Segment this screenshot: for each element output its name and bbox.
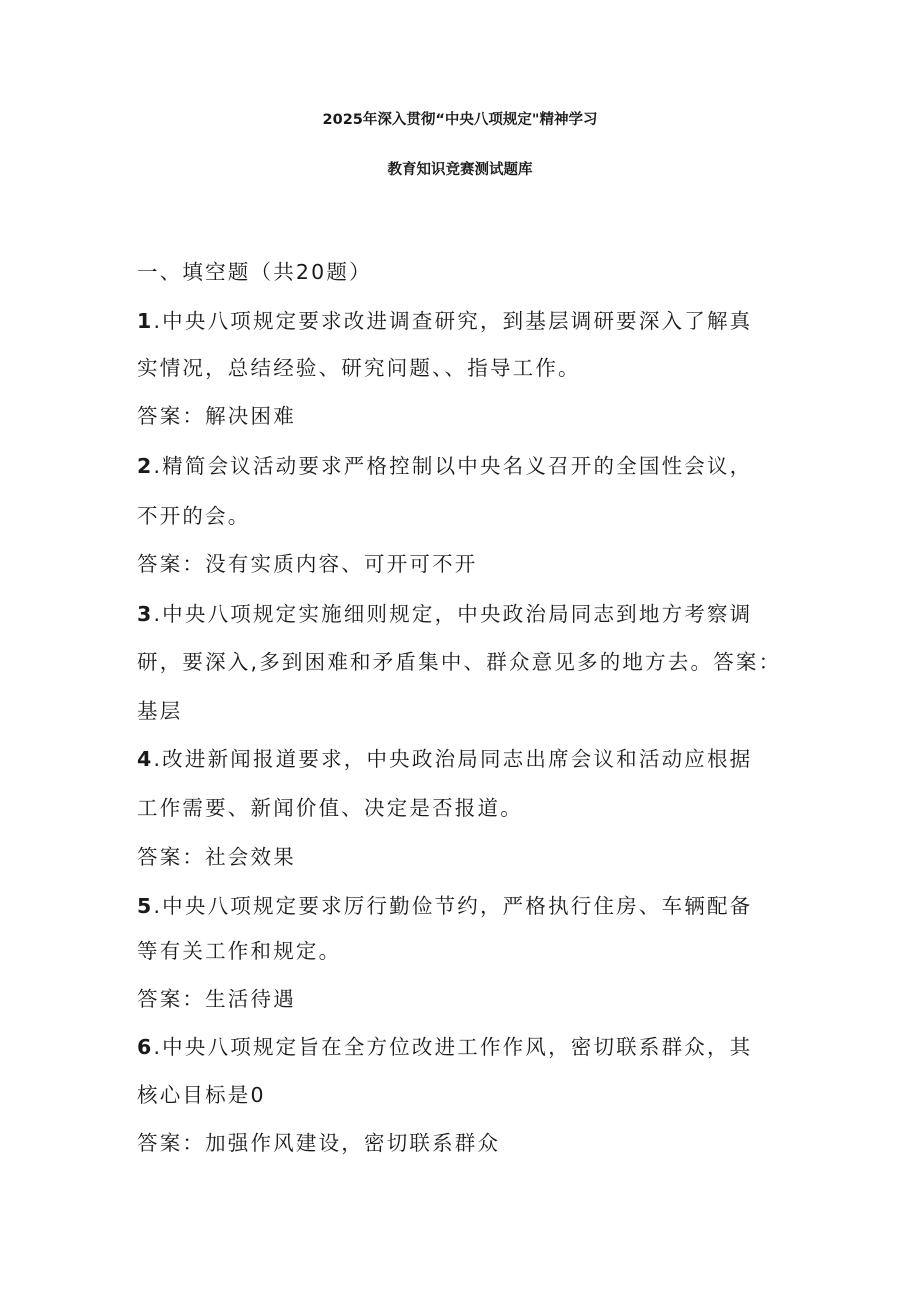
question-4-line-1 [137,746,752,772]
question-3-line-2: 研，要深入,多到困难和矛盾集中、群众意见多的地方去。答案： [137,650,782,674]
question-2-line-1 [137,453,752,479]
question-number: 2 [137,454,154,478]
question-1-line-2: 实情况，总结经验、研究问题、、指导工作。 [137,356,581,380]
question-6-line-2: 核心目标是0 [137,1083,266,1107]
question-text: .中央八项规定实施细则规定，中央政治局同志到地方考察调 [153,602,753,626]
question-3-line-3: 基层 [137,699,183,723]
question-1-answer: 答案：解决困难 [137,404,296,428]
section-heading: 一、填空题（共20题） [137,260,372,284]
question-1-line-1 [137,308,752,334]
question-text: .中央八项规定旨在全方位改进工作作风，密切联系群众，其 [153,1035,753,1059]
question-4-answer: 答案：社会效果 [137,845,296,869]
question-5-line-1 [137,893,752,919]
question-2-line-2: 不开的会。 [137,504,251,528]
question-6-answer: 答案：加强作风建设，密切联系群众 [137,1131,501,1155]
question-5-line-2: 等有关工作和规定。 [137,939,342,963]
question-5-answer: 答案：生活待遇 [137,987,296,1011]
question-text: .改进新闻报道要求，中央政治局同志出席会议和活动应根据 [153,747,753,771]
question-6-line-1 [137,1034,752,1060]
document-title-line-2: 教育知识竞赛测试题库 [387,162,533,178]
question-2-answer: 答案：没有实质内容、可开可不开 [137,552,478,576]
document-title-line-1: 2025年深入贯彻“中央八项规定"精神学习 [322,112,598,128]
question-3-line-1 [137,601,752,627]
question-text: .精简会议活动要求严格控制以中央名义召开的全国性会议， [153,454,753,478]
question-number: 4 [137,747,154,771]
question-number: 1 [137,309,154,333]
question-number: 5 [137,894,154,918]
question-number: 3 [137,602,154,626]
question-text: .中央八项规定要求改进调查研究，到基层调研要深入了解真 [153,309,753,333]
question-number: 6 [137,1035,154,1059]
question-text: .中央八项规定要求厉行勤俭节约，严格执行住房、车辆配备 [153,894,753,918]
question-4-line-2: 工作需要、新闻价值、决定是否报道。 [137,796,523,820]
